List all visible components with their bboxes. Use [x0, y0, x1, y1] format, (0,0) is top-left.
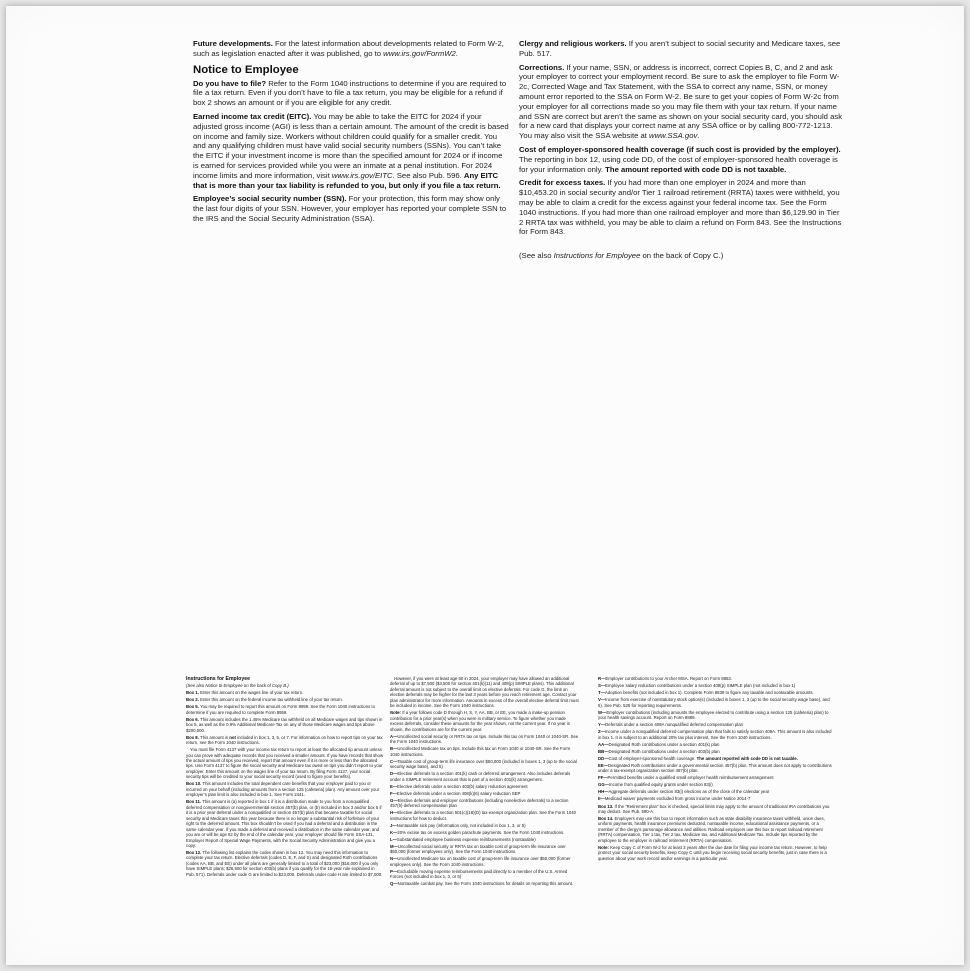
text-segment: Credit for excess taxes.	[519, 178, 608, 188]
para-code-j	[390, 823, 580, 828]
text-segment: Designated Roth contributions under a section 401(k) plan	[608, 741, 720, 747]
text-segment: Permitted benefits under a qualified small employer health reimbursement arrangement	[607, 775, 774, 781]
para-employee-ssn	[193, 194, 510, 223]
text-segment: J—	[390, 822, 397, 828]
text-segment: Deferrals under a section 409A nonqualified deferred compensation plan	[605, 722, 744, 728]
text-segment: This amount is	[200, 734, 230, 740]
text-segment: B—	[390, 746, 398, 752]
text-segment: Excludable moving expense reimbursements paid directly to a member of the U.S. Armed Forces (not included in box 1, 3, or 5)	[390, 868, 568, 880]
text-segment: Taxable cost of group-term life insurance over $50,000 (included in boxes 1, 3 (up to the social security wage base), and 5)	[390, 758, 577, 770]
text-segment: Income from exercise of nonstatutory stock option(s) (included in boxes 1, 3 (up to the social security wage base), and 5). See Pub. 525 for reporting requirements.	[598, 697, 830, 708]
para-code-aa	[598, 742, 834, 747]
para-code-c	[390, 759, 580, 770]
text-segment: P—	[390, 868, 398, 874]
para-code-q	[390, 881, 580, 886]
text-segment: Uncollected social security or RRTA tax on tips. Include this tax on Form 1040 or 1040-SR. See the Form 1040 instructions.	[390, 733, 579, 745]
para-code-s	[598, 683, 834, 688]
text-segment: You must file Form 4137 with your income tax return to report at least the allocated tip amount unless you can prove with adequate records that you received a smaller amount. If you have records that show the actual amount of tips you received, report that amount even if it is more or less than the allocated tips. Use Form 4137 to figure the social security and Medicare tax owed on tips you didn’t report to your employer. Enter this amount on the wages line of your tax return. By filing Form 4137, your social security tips will be credited to your social security record (used to figure your benefits).	[186, 747, 384, 780]
text-segment: Designated Roth contributions under a section 403(b) plan	[608, 748, 720, 754]
para-code-k	[390, 830, 580, 835]
para-employer-sponsored-health-coverage	[519, 145, 845, 174]
para-code-a	[390, 734, 580, 745]
para-box-6	[186, 717, 384, 733]
text-segment: However, if you were at least age 50 in 2024, your employer may have allowed an additional deferral of up to $7,500 ($3,500 for section 401(k)(11) and 408(p) SIMPLE plans). This additional deferral amount is not subject to the overall limit on elective deferrals. For code G, the limit on elective deferrals may be higher for the last 3 years before you reach retirement age. Contact your plan administrator for more information. Amounts in excess of the overall elective deferral limit must be included in income. See the Form 1040 instructions.	[390, 676, 579, 709]
para-box-5	[186, 704, 384, 715]
text-segment: Employer contributions to your Archer MSA. Report on Form 8853.	[605, 676, 732, 681]
text-segment: EE—	[598, 762, 609, 768]
text-segment: www.irs.gov/FormW2	[383, 48, 456, 58]
text-segment: Do you have to file?	[193, 78, 269, 88]
text-segment: Aggregate deferrals under section 83(i) elections as of the close of the calendar year	[608, 789, 770, 795]
instructions-column-1	[186, 676, 384, 879]
text-segment: H—	[390, 810, 398, 816]
para-code-d	[390, 771, 580, 782]
text-segment: Q—	[390, 881, 398, 887]
para-note-keep-copy-c	[598, 845, 834, 861]
text-segment: Z—	[598, 729, 605, 735]
text-segment: Elective deferrals to a section 401(k) cash or deferred arrangement. Also includes deferrals under a SIMPLE retirement account that is part of a section 401(k) arrangement.	[390, 771, 571, 782]
text-segment: Income from qualified equity grants under section 83(i)	[608, 782, 713, 788]
text-segment: www.irs.gov/EITC	[331, 170, 393, 180]
para-future-developments	[193, 39, 510, 59]
para-code-h	[390, 810, 580, 821]
text-segment: BB—	[598, 748, 609, 754]
text-segment: Box 11.	[186, 799, 203, 805]
para-do-you-have-to-file	[193, 79, 510, 108]
text-segment: FF—	[598, 775, 608, 781]
text-segment: Employers may use this box to report information such as state disability insurance taxes withheld, union dues, uniform payments, health insurance premiums deducted, nontaxable income, educational assistance payments, or a member of the clergy’s parsonage allowance and utilities. Railroad employers use this box to report railroad retirement (RRTA) compensation, Tier 1 tax, Tier 2 tax, Medicare tax, and Additional Medicare Tax. Include tips reported by the employee to the employer in railroad retirement (RRTA) compensation.	[598, 816, 825, 843]
instructions-col1-paragraphs	[186, 690, 384, 877]
text-segment: N—	[390, 856, 398, 862]
text-segment: Box 2.	[186, 697, 201, 703]
para-code-t	[598, 690, 834, 695]
notice-to-employee-section	[193, 39, 845, 265]
text-segment: Box 8.	[186, 734, 201, 740]
text-segment: D—	[390, 771, 398, 777]
instructions-for-employee-section	[186, 676, 834, 889]
text-segment: Box 10.	[186, 781, 203, 787]
para-code-p	[390, 869, 580, 880]
text-segment: .	[455, 48, 458, 58]
text-segment: The amount reported with code DD is not taxable.	[696, 755, 798, 761]
text-segment: Cost of employer-sponsored health coverage (if such cost is provided by the employer).	[519, 144, 841, 154]
text-segment: L—	[390, 836, 397, 842]
text-segment: not	[229, 734, 236, 740]
text-segment: If you aren’t subject to social security and Medicare taxes, see Pub. 517.	[519, 39, 841, 58]
text-segment: Employee salary reduction contributions under a section 408(p) SIMPLE plan (not included in box 1)	[605, 683, 796, 689]
text-segment: T—	[598, 690, 605, 696]
text-segment: Cost of employer-sponsored health coverage.	[608, 755, 697, 761]
text-segment: This amount includes the total dependent care benefits that your employer paid to you or incurred on your behalf (including amounts from a section 125 (cafeteria) plan). Any amount over your employer’s plan limit is also included in box 1. See Form 2441.	[186, 781, 380, 798]
text-segment: Corrections.	[519, 62, 567, 72]
text-segment: Elective deferrals under a section 403(b) salary reduction agreement	[397, 783, 528, 789]
text-segment: The following list explains the codes shown in box 12. You may need this information to complete your tax return. Elective deferrals (codes D, E, F, and S) and designated Roth contributions (codes AA, BB, and EE) under all plans are generally limited to a total of $23,000 ($16,000 if you only have SIMPLE plans; $26,500 for section 403(b) plans if you qualify for the 15-year rule explained in Pub. 571). Deferrals under code G are limited to $23,000. Deferrals under code H are limited to $7,000.	[186, 850, 383, 877]
text-segment: Designated Roth contributions under a governmental section 457(b) plan. This amount does not apply to contributions under a tax-exempt organization section 457(b) plan.	[598, 762, 832, 774]
text-segment: If the “Retirement plan” box is checked, special limits may apply to the amount of traditional IRA contributions you may deduct. See Pub. 590-A.	[598, 803, 830, 814]
para-code-v	[598, 697, 834, 708]
para-code-w	[598, 710, 834, 721]
text-segment: You may be able to take the EITC for 2024 if your adjusted gross income (AGI) is less than a certain amount. The amount of the credit is based on income and family size. Workers without children could qualify for a smaller credit. You and any qualifying children must have valid social security numbers (SSNs). You can’t take the EITC if your investment income is more than the specified amount for 2024 or if income is earned for services provided while you were an inmate at a penal institution. For 2024 income limits and more information, visit	[193, 111, 509, 180]
text-segment: GG—	[598, 782, 609, 788]
w2-instructions-page	[6, 6, 964, 965]
text-segment: The amount reported with code DD is not taxable.	[605, 164, 787, 174]
para-code-ii	[598, 796, 834, 801]
text-segment: Earned income tax credit (EITC).	[193, 111, 314, 121]
para-code-y	[598, 722, 834, 727]
text-segment: V—	[598, 697, 606, 703]
para-box-10	[186, 781, 384, 797]
text-segment: Any EITC that is more than your tax liability is refunded to you, but only if you file a tax return.	[193, 170, 501, 190]
text-segment: Employer contributions (including amounts the employee elected to contribute using a section 125 (cafeteria) plan) to your health savings account. Report on Form 8889.	[598, 709, 829, 721]
text-segment: S—	[598, 683, 606, 689]
text-segment: Box 14.	[598, 816, 615, 822]
text-segment: This amount includes the 1.45% Medicare tax withheld on all Medicare wages and tips shown in box 5, as well as the 0.9% Additional Medicare Tax on any of those Medicare wages and tips above $200,000.	[186, 716, 383, 733]
text-segment: Enter this amount on the federal income tax withheld line of your tax return.	[200, 697, 343, 703]
text-segment: Nontaxable combat pay. See the Form 1040 instructions for details on reporting this amount.	[397, 881, 574, 887]
para-box-11	[186, 799, 384, 848]
para-code-m	[390, 844, 580, 855]
para-code-b	[390, 746, 580, 757]
text-segment: G—	[390, 797, 398, 803]
text-segment: Clergy and religious workers.	[519, 39, 629, 48]
text-segment: W—	[598, 709, 607, 715]
text-segment: Elective deferrals and employer contributions (including nonelective deferrals) to a section 457(b) deferred compensation plan	[390, 797, 569, 809]
text-segment: This amount is (a) reported in box 1 if it is a distribution made to you from a nonqualified deferred compensation or nongovernmental section 457(b) plan, or (b) included in box 3 and/or box 5 if it is a prior year deferral under a nonqualified or section 457(b) plan that became taxable for social security and Medicare taxes this year because there is no longer a substantial risk of forfeiture of your right to the deferred amount. This box shouldn’t be used if you had a deferral and a distribution in the same calendar year. If you made a deferral and received a distribution in the same calendar year, and you are or will be age 62 by the end of the calendar year, your employer should file Form SSA-131, Employer Report of Special Wage Payments, with the Social Security Administration and give you a copy.	[186, 799, 382, 848]
text-segment: (See also	[519, 251, 554, 261]
para-code-ff	[598, 775, 834, 780]
para-box-2	[186, 697, 384, 702]
text-segment: AA—	[598, 741, 609, 747]
para-credit-for-excess-taxes	[519, 178, 845, 237]
text-segment: Enter this amount on the wages line of your tax return.	[200, 690, 304, 696]
para-see-also-copy-c	[519, 251, 845, 261]
text-segment: .	[697, 131, 700, 141]
text-segment: Note:	[390, 710, 403, 716]
para-corrections	[519, 63, 845, 141]
text-segment: Adoption benefits (not included in box 1). Complete Form 8839 to figure any taxable and nontaxable amounts.	[604, 690, 814, 696]
text-segment: M—	[390, 843, 398, 849]
text-segment: Y—	[598, 722, 606, 728]
text-segment: For the latest information about developments related to Form W-2, such as legislation enacted after it was published, go to	[193, 39, 504, 58]
text-segment: II—	[598, 796, 605, 802]
text-segment: Keep Copy C of Form W-2 for at least 3 years after the due date for filing your income tax return. However, to help protect your social security benefits, keep Copy C until you begin receiving social security benefits, just in case there is a question about your work record and/or earnings in a particular year.	[598, 844, 827, 861]
para-box-14	[598, 816, 834, 843]
text-segment: The reporting in box 12, using code DD, of the cost of employer-sponsored health coverage is for your information only.	[519, 154, 838, 174]
para-code-e	[390, 784, 580, 789]
text-segment: Uncollected social security or RRTA tax on taxable cost of group-term life insurance over $50,000 (former employees only). See the Form 1040 instructions.	[390, 843, 566, 855]
text-segment: A—	[390, 733, 398, 739]
text-segment: Instructions for Employee	[553, 251, 641, 261]
para-box-1	[186, 690, 384, 695]
text-segment: included in box 1, 3, 5, or 7. For information on how to report tips on your tax return, see the Form 1040 instructions.	[186, 734, 383, 746]
text-segment: Box 1.	[186, 690, 201, 696]
para-code-l	[390, 837, 580, 842]
text-segment: Box 13.	[598, 803, 615, 809]
text-segment: Substantiated employee business expense reimbursements (nontaxable)	[396, 836, 536, 842]
text-segment: F—	[390, 790, 397, 796]
text-segment: Elective deferrals to a section 501(c)(18)(D) tax-exempt organization plan. See the Form 1040 instructions for how to deduct.	[390, 810, 577, 821]
instructions-column-2	[390, 676, 580, 889]
text-segment: If you had more than one employer in 2024 and more than $10,453.20 in social security and/or Tier 1 railroad retirement (RRTA) taxes were withheld, you may be able to claim a credit for the excess against your federal income tax. See the Form 1040 instructions. If you had more than one railroad employer and more than $6,129.90 in Tier 2 RRTA tax was withheld, you may be able to claim a refund on Form 843. See the Instructions for Form 843.	[519, 178, 842, 237]
text-segment: Box 5.	[186, 704, 201, 710]
text-segment: Box 6.	[186, 716, 201, 722]
para-allocated-tips-form-4137	[186, 747, 384, 780]
text-segment: Refer to the Form 1040 instructions to determine if you are required to file a tax return. Even if you don’t have to file a tax return, you may be eligible for a refund if box 2 shows an amount or if you are eligible for any credit.	[193, 78, 507, 108]
text-segment: For your protection, this form may show only the last four digits of your SSN. However, your employer has reported your complete SSN to the IRS and the Social Security Administration (SSA).	[193, 194, 507, 223]
para-code-bb	[598, 749, 834, 754]
para-box-8	[186, 735, 384, 746]
text-segment: Medicaid waiver payments excluded from gross income under Notice 2014-7	[604, 796, 751, 802]
text-segment: If your name, SSN, or address is incorrect, correct Copies B, C, and 2 and ask your employer to correct your employment record. Be sure to ask the employer to file Form W-2c, Corrected Wage and Tax Statement, with the SSA to correct any name, SSN, or money amount error reported to the SSA on Form W-2. Be sure to get your copies of Form W-2c from your employer for all corrections made so you may file them with your tax return. If your name and SSN are correct but aren’t the same as shown on your social security card, you should ask for a new card that displays your correct name at any SSA office or by calling 800-772-1213. You may also visit the SSA website at	[519, 62, 843, 141]
text-segment: If a year follows code D through H, S, Y, AA, BB, or EE, you made a make-up pension contribution for a prior year(s) when you were in military service. To figure whether you made excess deferrals, consider these amounts for the year shown, not the current year. If no year is shown, the contributions are for the current year.	[390, 710, 570, 732]
para-clergy-religious-workers	[519, 39, 845, 59]
text-segment: Uncollected Medicare tax on taxable cost of group-term life insurance over $50,000 (former employees only). See the Form 1040 instructions.	[390, 856, 571, 867]
text-segment: K—	[390, 829, 398, 835]
para-code-f	[390, 791, 580, 796]
text-segment: Elective deferrals under a section 408(k)(6) salary reduction SEP	[396, 790, 521, 796]
para-code-z	[598, 729, 834, 740]
text-segment: E—	[390, 783, 398, 789]
para-earned-income-tax-credit	[193, 112, 510, 190]
text-segment: Future developments.	[193, 39, 276, 48]
notice-left-column	[193, 39, 510, 265]
text-segment: Uncollected Medicare tax on tips. Include this tax on Form 1040 or 1040-SR. See the Form 1040 instructions.	[390, 746, 571, 757]
instructions-heading: Instructions for Employee	[186, 676, 250, 682]
para-code-r	[598, 676, 834, 681]
text-segment: Nontaxable sick pay (information only, not included in box 1, 3, or 5)	[396, 822, 526, 828]
para-box-12	[186, 850, 384, 877]
para-age-50-additional-deferral	[390, 676, 580, 709]
para-code-hh	[598, 789, 834, 794]
notice-left-paragraphs	[193, 79, 510, 224]
instructions-column-3	[598, 676, 834, 863]
para-code-gg	[598, 782, 834, 787]
text-segment: HH—	[598, 789, 609, 795]
text-segment: Box 12.	[186, 850, 203, 856]
text-segment: . See also Pub. 596.	[392, 170, 464, 180]
notice-right-column	[519, 39, 845, 265]
para-code-ee	[598, 763, 834, 774]
text-segment: on the back of Copy C.)	[640, 251, 724, 261]
para-code-n	[390, 856, 580, 867]
notice-heading: Notice to Employee	[193, 63, 299, 76]
text-segment: www.SSA.gov	[649, 131, 698, 141]
text-segment: Income under a nonqualified deferred compensation plan that fails to satisfy section 409A. This amount is also included in box 1. It is subject to an additional 20% tax plus interest. See the Form 1040 instructions.	[598, 729, 832, 740]
text-segment: 20% excise tax on excess golden parachute payments. See the Form 1040 instructions.	[397, 829, 565, 835]
text-segment: You may be required to report this amount on Form 8959. See the Form 1040 instructions to determine if you are required to complete Form 8959.	[186, 704, 376, 715]
text-segment: Note:	[598, 844, 611, 850]
para-code-g	[390, 798, 580, 809]
text-segment: DD—	[598, 755, 609, 761]
para-code-dd	[598, 756, 834, 761]
para-note-military-makeup	[390, 710, 580, 732]
text-segment: R—	[598, 676, 606, 681]
para-box-13	[598, 804, 834, 815]
notice-intro-paragraphs	[193, 39, 510, 59]
instructions-subheading: (See also Notice to Employee on the back of Copy B.)	[186, 683, 289, 688]
text-segment: C—	[390, 758, 398, 764]
text-segment: Employee’s social security number (SSN).	[193, 194, 349, 204]
